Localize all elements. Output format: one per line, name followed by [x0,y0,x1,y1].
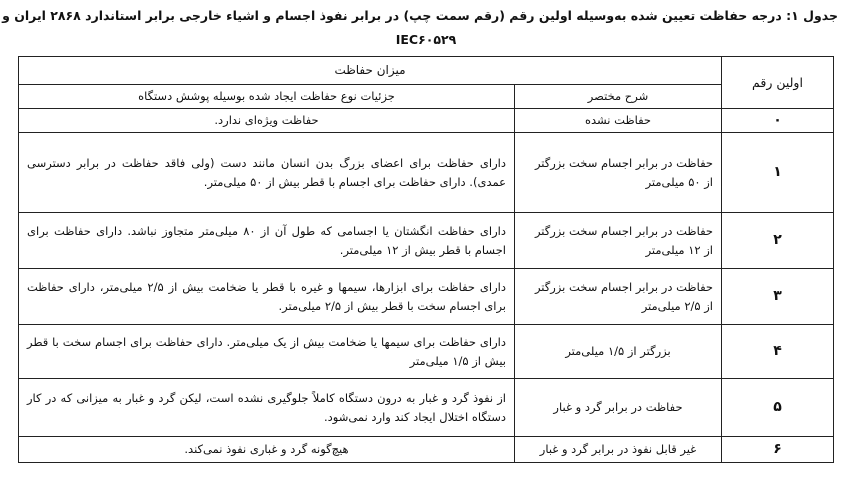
header-detail: جزئیات نوع حفاظت ایجاد شده بوسیله پوشش دستگاه [19,85,515,109]
digit-cell: ۳ [722,269,834,325]
digit-cell: ۵ [722,379,834,437]
desc-cell: حفاظت در برابر اجسام سخت بزرگتر از ۵۰ میلی‌متر [515,133,722,213]
table-caption [2,6,838,50]
caption-line-1: جدول ۱: درجه حفاظت تعیین شده به‌وسیله اولین رقم (رقم سمت چپ) در برابر نفوذ اجسام و اشیاء خارجی برابر استاندارد ۲۸۶۸ ایران و [2,8,838,23]
protection-table [18,56,834,463]
caption-line-2: IEC۶۰۵۲۹ [395,32,457,47]
detail-cell: دارای حفاظت برای ابزارها، سیمها و غیره با قطر یا ضخامت بیش از ۲/۵ میلی‌متر، دارای حفاظت برای اجسام سخت با قطر بیش از ۲/۵ میلی‌متر. [19,269,515,325]
header-first-digit: اولین رقم [722,57,834,109]
detail-cell: هیچ‌گونه گرد و غباری نفوذ نمی‌کند. [19,437,515,463]
desc-cell: حفاظت در برابر گرد و غبار [515,379,722,437]
desc-cell: حفاظت در برابر اجسام سخت بزرگتر از ۱۲ میلی‌متر [515,213,722,269]
header-short-desc: شرح مختصر [515,85,722,109]
digit-cell: ۲ [722,213,834,269]
table-row [19,213,834,269]
header-protection-level: میزان حفاظت [19,57,722,85]
table-row [19,109,834,133]
digit-cell: ۰ [722,109,834,133]
digit-cell: ۶ [722,437,834,463]
digit-cell: ۱ [722,133,834,213]
desc-cell: غیر قابل نفوذ در برابر گرد و غبار [515,437,722,463]
digit-cell: ۴ [722,325,834,379]
table-row [19,437,834,463]
detail-cell: دارای حفاظت برای سیمها یا ضخامت بیش از یک میلی‌متر. دارای حفاظت برای اجسام سخت با قطر بیش از ۱/۵ میلی‌متر [19,325,515,379]
table-row [19,379,834,437]
desc-cell: حفاظت نشده [515,109,722,133]
detail-cell: دارای حفاظت برای اعضای بزرگ بدن انسان مانند دست (ولی فاقد حفاظت در برابر دسترسی عمدی). دارای حفاظت برای اجسام با قطر بیش از ۵۰ میلی‌متر. [19,133,515,213]
table-row [19,269,834,325]
table-row [19,325,834,379]
desc-cell: حفاظت در برابر اجسام سخت بزرگتر از ۲/۵ میلی‌متر [515,269,722,325]
desc-cell: بزرگتر از ۱/۵ میلی‌متر [515,325,722,379]
detail-cell: دارای حفاظت انگشتان یا اجسامی که طول آن از ۸۰ میلی‌متر متجاوز نباشد. دارای حفاظت برای اجسام با قطر بیش از ۱۲ میلی‌متر. [19,213,515,269]
detail-cell: حفاظت ویژه‌ای ندارد. [19,109,515,133]
detail-cell: از نفوذ گرد و غبار به درون دستگاه کاملاً جلوگیری نشده است، لیکن گرد و غبار به میزانی که در کار دستگاه اختلال ایجاد کند وارد نمی‌شود. [19,379,515,437]
table-row [19,133,834,213]
